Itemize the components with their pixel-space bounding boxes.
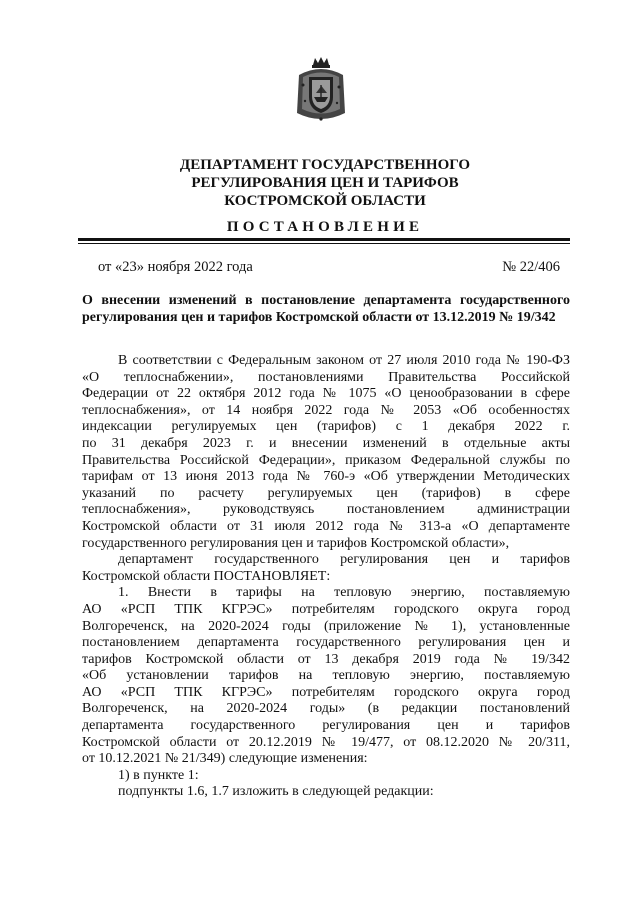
body-line: подпункты 1.6, 1.7 изложить в следующей редакции: — [118, 784, 434, 800]
document-number: № 22/406 — [502, 259, 560, 275]
document-date: от «23» ноября 2022 года — [98, 259, 253, 275]
body-line: АО «РСП ТПК КГРЭС» потребителям городского округа город — [82, 684, 570, 700]
header-divider-thick — [78, 238, 570, 241]
header-divider-thin — [78, 243, 570, 244]
body-line: департамент государственного регулирования цен и тарифов — [118, 552, 570, 568]
body-line: Костромской области от 31 июля 2012 года № 313-а «О департаменте — [82, 518, 570, 534]
body-line: теплоснабжения», руководствуясь постановлением администрации — [82, 502, 570, 518]
agency-header-line: КОСТРОМСКОЙ ОБЛАСТИ — [224, 193, 426, 209]
agency-header-line: РЕГУЛИРОВАНИЯ ЦЕН И ТАРИФОВ — [191, 175, 459, 191]
document-type-title: ПОСТАНОВЛЕНИЕ — [226, 219, 424, 235]
body-line: государственного регулирования цен и тарифов Костромской области», — [82, 535, 510, 551]
subject-line: О внесении изменений в постановление департамента государственного — [82, 293, 570, 308]
body-line: Правительства Российской Федерации», приказом Федеральной службы по — [82, 452, 570, 468]
body-line: 1) в пункте 1: — [118, 767, 199, 783]
coat-of-arms-icon — [293, 55, 349, 127]
document-body — [82, 353, 570, 801]
body-line: АО «РСП ТПК КГРЭС» потребителям городского округа город — [82, 601, 570, 617]
body-line: тарифам от 13 июня 2013 года № 760-э «Об утверждении Методических — [82, 469, 570, 485]
body-line: «О теплоснабжении», постановлениями Правительства Российской — [82, 369, 570, 385]
agency-header-line: ДЕПАРТАМЕНТ ГОСУДАРСТВЕННОГО — [179, 157, 471, 173]
subject-line: регулирования цен и тарифов Костромской области от 13.12.2019 № 19/342 — [82, 310, 556, 325]
agency-header — [90, 156, 560, 210]
body-line: от 10.12.2021 № 21/349) следующие изменения: — [82, 751, 368, 767]
body-line: Костромской области ПОСТАНОВЛЯЕТ: — [82, 568, 331, 584]
body-line: «Об установлении тарифов на тепловую энергию, поставляемую — [82, 668, 570, 684]
document-subject — [82, 292, 570, 326]
body-line: Федерации от 22 октября 2012 года № 1075 «О ценообразовании в сфере — [82, 386, 570, 402]
body-line: тарифов Костромской области от 13 декабря 2019 года № 19/342 — [82, 651, 570, 667]
body-line: Волгореченск, на 2020-2024 годы (приложение № 1), установленные — [82, 618, 570, 634]
body-line: Волгореченск, на 2020-2024 годы» (в редакции постановлений — [82, 701, 570, 717]
body-line: Костромской области от 20.12.2019 № 19/477, от 08.12.2020 № 20/311, — [82, 734, 570, 750]
body-line: теплоснабжения», от 14 ноября 2022 года № 2053 «Об особенностях — [82, 402, 570, 418]
body-line: индексации регулируемых цен (тарифов) с 1 декабря 2022 г. — [82, 419, 570, 435]
body-line: по 31 декабря 2023 г. и внесении изменений в отдельные акты — [82, 435, 570, 451]
body-line: 1. Внести в тарифы на тепловую энергию, поставляемую — [118, 585, 570, 601]
body-line: указаний по расчету регулируемых цен (тарифов) в сфере — [82, 485, 570, 501]
body-line: постановлением департамента государственного регулирования цен и — [82, 635, 570, 651]
body-line: В соответствии с Федеральным законом от 27 июля 2010 года № 190-ФЗ — [118, 353, 570, 368]
body-line: департамента государственного регулирования цен и тарифов — [82, 718, 570, 734]
